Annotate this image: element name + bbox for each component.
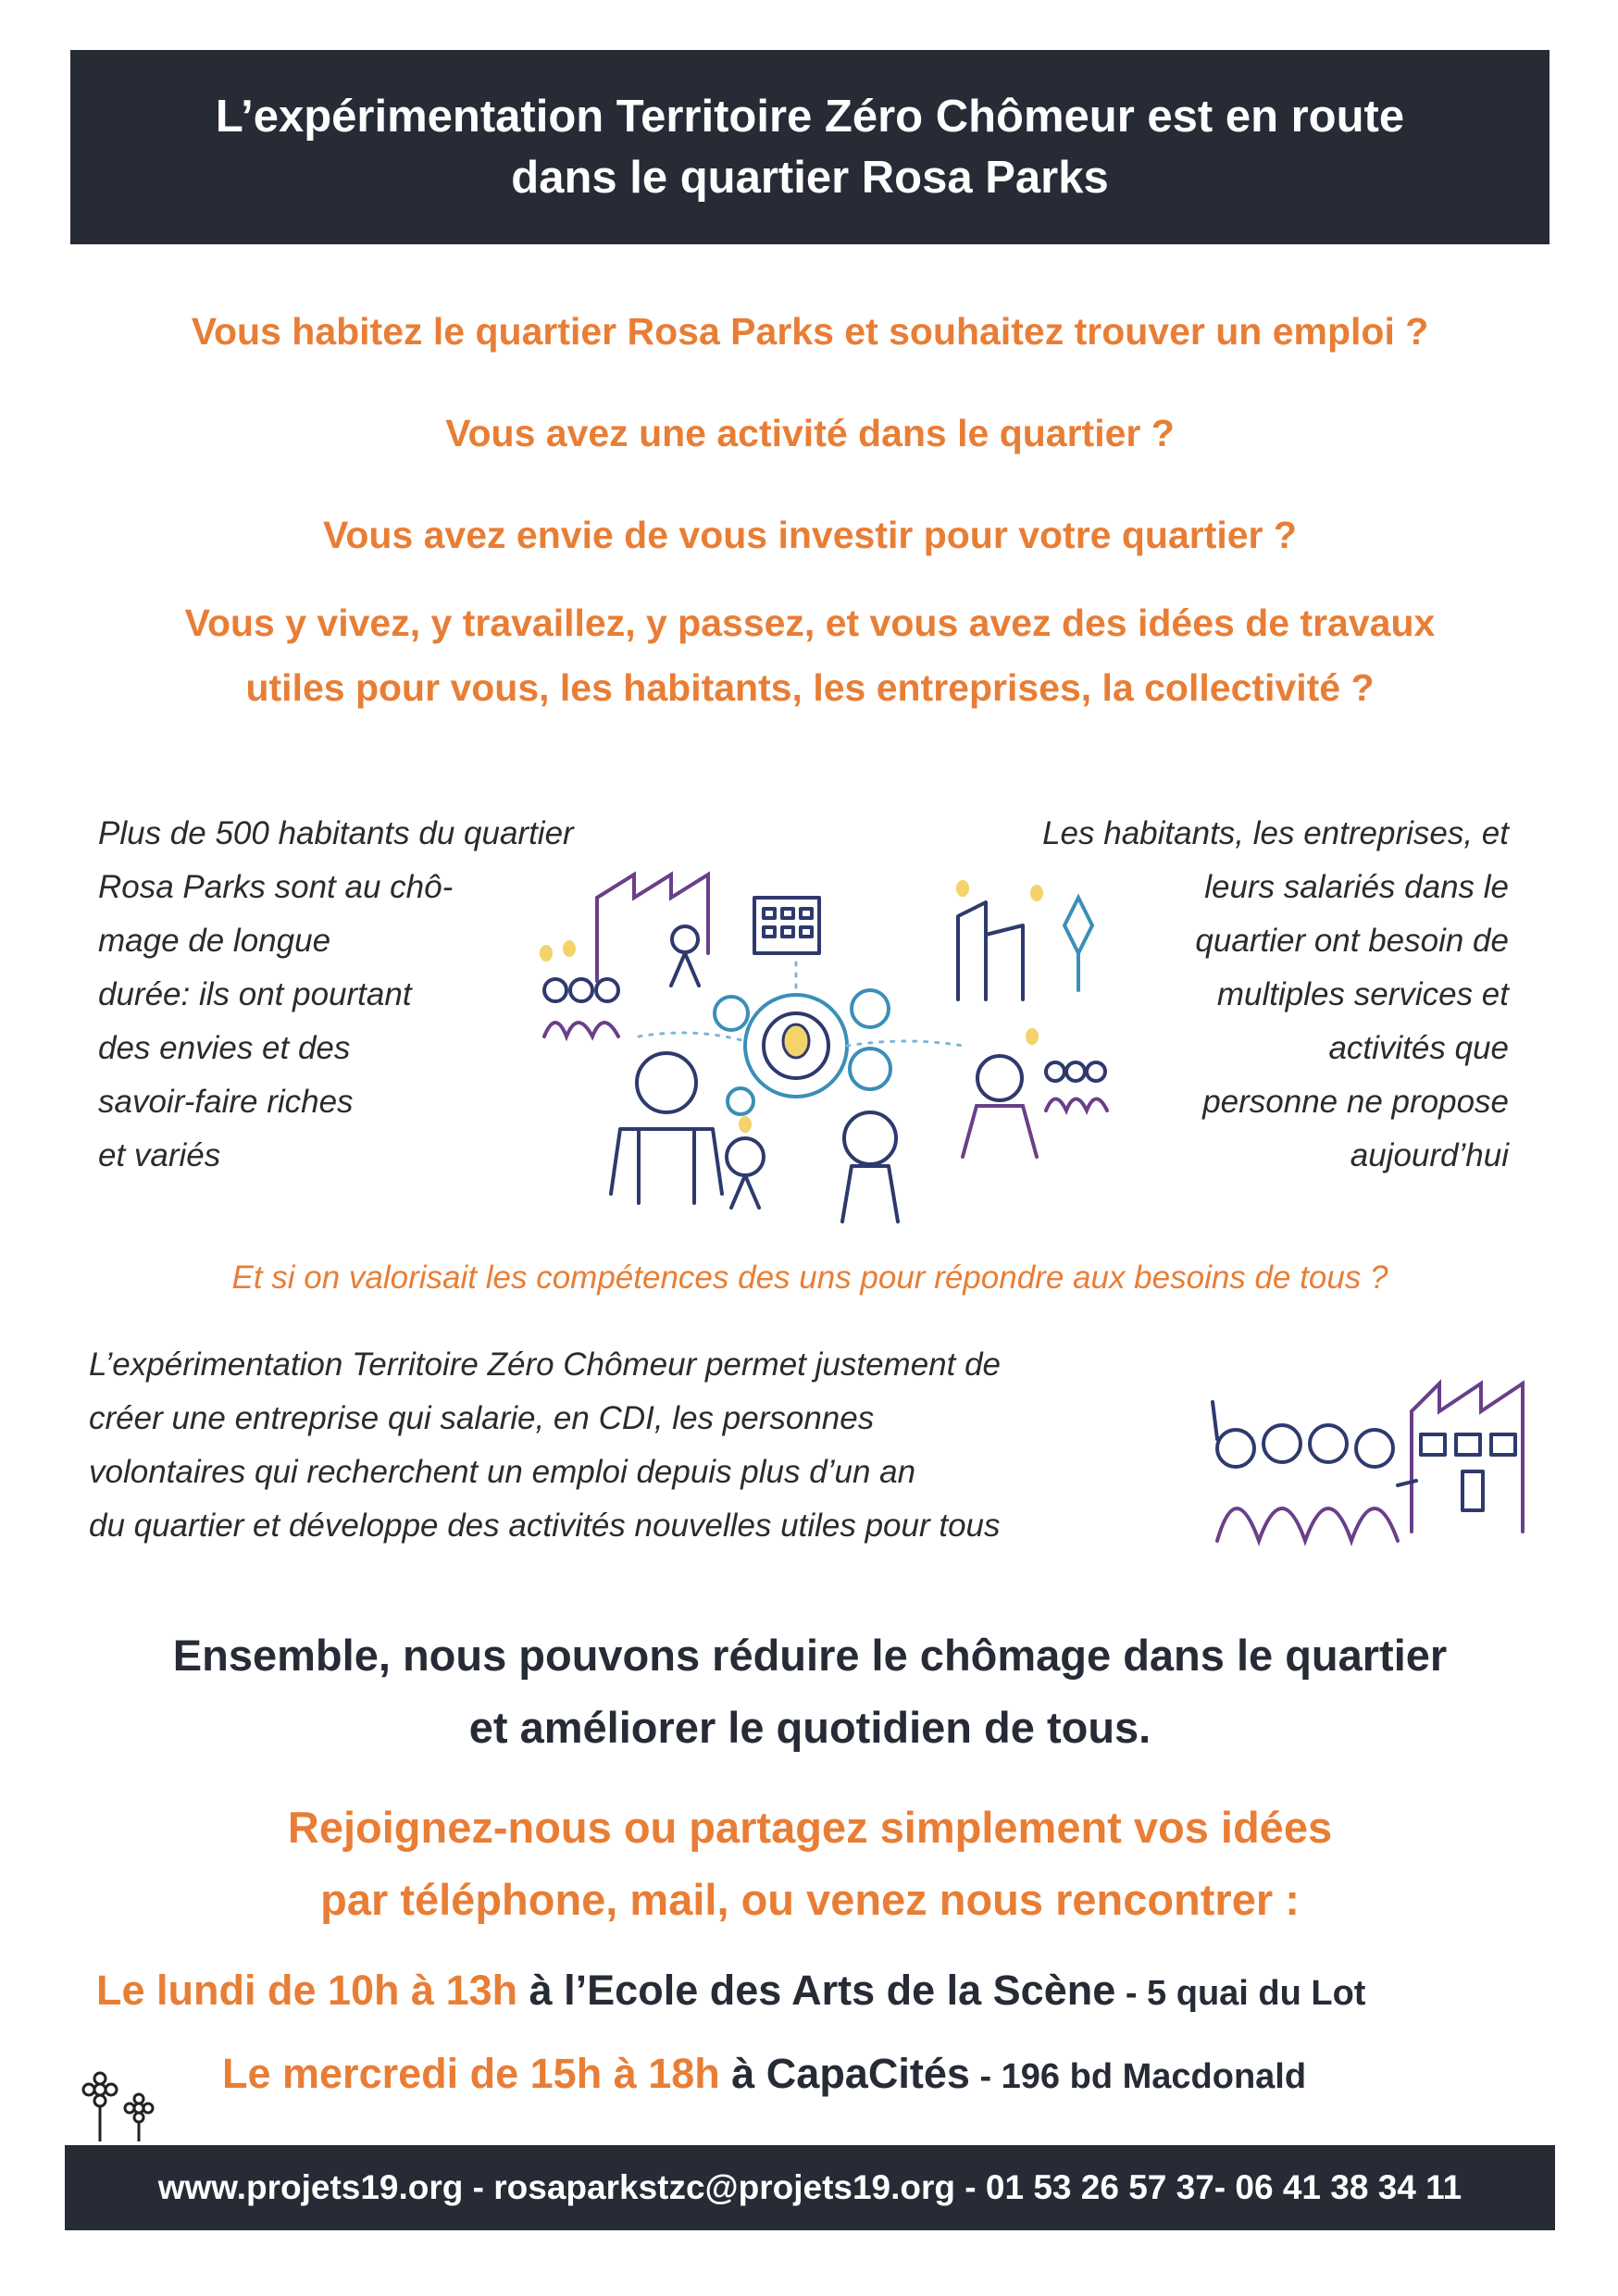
- footer-contact-bar: [65, 2145, 1555, 2230]
- title-line-1: L’expérimentation Territoire Zéro Chômeur est en route: [215, 92, 1405, 142]
- schedule-time: Le lundi de 10h à 13h: [96, 1967, 518, 2014]
- right-line: personne ne propose: [1202, 1084, 1509, 1120]
- schedule-wednesday: [222, 2042, 1306, 2116]
- title-banner: [70, 50, 1550, 244]
- question-2: Vous avez une activité dans le quartier ?: [445, 412, 1175, 454]
- schedule-place: à CapaCités: [719, 2050, 970, 2097]
- tagline: Et si on valorisait les compétences des uns pour répondre aux besoins de tous ?: [231, 1260, 1388, 1296]
- left-line: mage de longue: [98, 923, 331, 959]
- question-3: Vous avez envie de vous investir pour votre quartier ?: [323, 514, 1297, 556]
- explanation-line: L’expérimentation Territoire Zéro Chômeur permet justement de: [89, 1347, 1002, 1383]
- schedule-time: Le mercredi de 15h à 18h: [222, 2050, 720, 2097]
- right-line: multiples services et: [1216, 976, 1509, 1012]
- left-line: Plus de 500 habitants du quartier: [98, 815, 574, 851]
- question-1: Vous habitez le quartier Rosa Parks et souhaitez trouver un emploi ?: [191, 310, 1429, 353]
- cta-line-2: par téléphone, mail, ou venez nous rencontrer :: [320, 1875, 1300, 1924]
- schedule-place: à l’Ecole des Arts de la Scène: [517, 1967, 1116, 2014]
- right-line: leurs salariés dans le: [1204, 869, 1509, 905]
- cta-line-1: Rejoignez-nous ou partagez simplement vos idées: [287, 1803, 1333, 1852]
- left-line: des envies et des: [98, 1030, 351, 1066]
- title-line-2: dans le quartier Rosa Parks: [511, 153, 1109, 203]
- people-factory-illustration: [1194, 1347, 1546, 1559]
- explanation-line: volontaires qui recherchent un emploi depuis plus d’un an: [89, 1454, 916, 1490]
- schedule-address: - 5 quai du Lot: [1115, 1974, 1366, 2013]
- conclusion-line-1: Ensemble, nous pouvons réduire le chômage dans le quartier: [172, 1631, 1448, 1680]
- explanation-line: créer une entreprise qui salarie, en CDI, les personnes: [89, 1400, 875, 1436]
- right-line: aujourd’hui: [1350, 1137, 1509, 1173]
- left-line: Rosa Parks sont au chô-: [98, 869, 454, 905]
- explanation-paragraph: [89, 1338, 1200, 1553]
- left-line: durée: ils ont pourtant: [98, 976, 412, 1012]
- right-line: activités que: [1328, 1030, 1509, 1066]
- question-4-line-2: utiles pour vous, les habitants, les entreprises, la collectivité ?: [245, 666, 1375, 709]
- people-gears-illustration: [518, 861, 1111, 1231]
- footer-contact: www.projets19.org - rosaparkstzc@projets19.org - 01 53 26 57 37- 06 41 38 34 11: [157, 2168, 1462, 2206]
- right-line: quartier ont besoin de: [1195, 923, 1509, 959]
- question-4-line-1: Vous y vivez, y travaillez, y passez, et vous avez des idées de travaux: [184, 602, 1436, 644]
- schedule-address: - 196 bd Macdonald: [969, 2057, 1307, 2096]
- conclusion-line-2: et améliorer le quotidien de tous.: [468, 1703, 1151, 1752]
- right-line: Les habitants, les entreprises, et: [1042, 815, 1509, 851]
- left-line: et variés: [98, 1137, 221, 1173]
- left-line: savoir-faire riches: [98, 1084, 354, 1120]
- schedule-monday: [96, 1958, 1365, 2033]
- flowers-icon: [74, 2069, 167, 2143]
- explanation-line: du quartier et développe des activités nouvelles utiles pour tous: [89, 1508, 1001, 1544]
